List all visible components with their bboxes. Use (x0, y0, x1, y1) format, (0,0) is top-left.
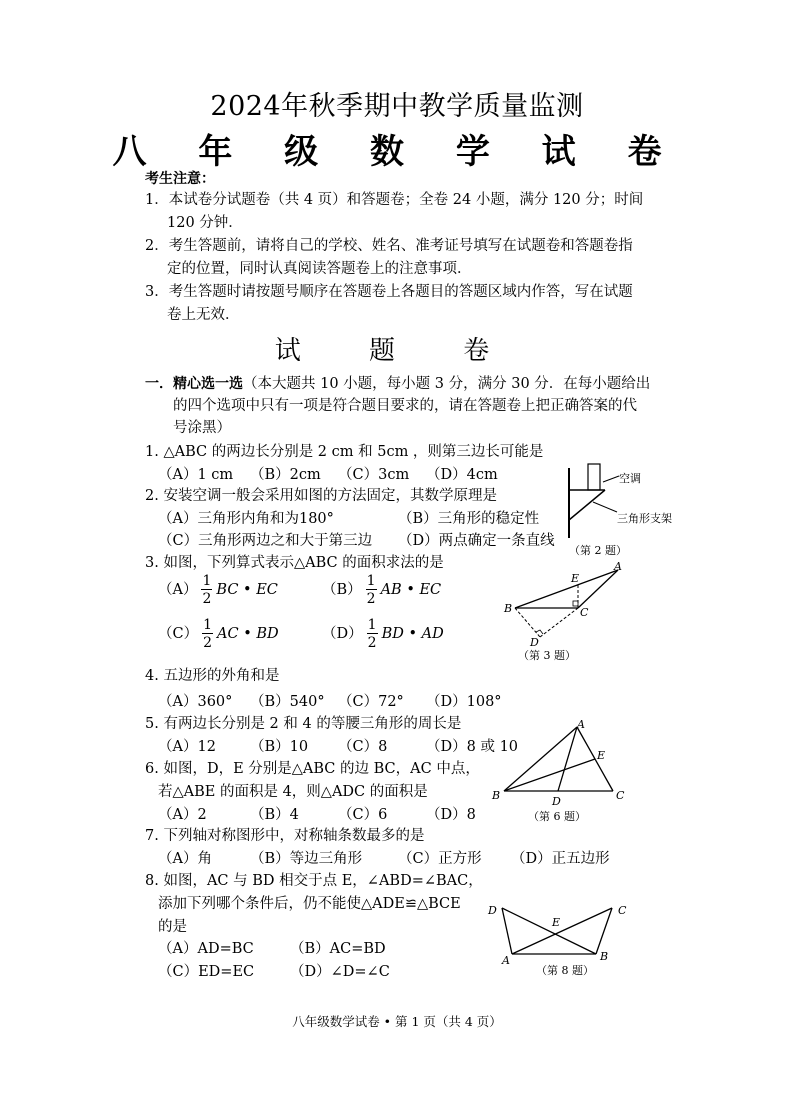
q3-option-a (158, 574, 278, 606)
q3-caption: （第 3 题） (518, 649, 576, 662)
notice-item-3-line1: 3．考生答题时请按题号顺序在答题卷上各题目的答题区域内作答，写在试题 (145, 284, 633, 300)
segment-DA (502, 908, 512, 954)
q7-stem: 7. 下列轴对称图形中，对称轴条数最多的是 (145, 828, 425, 844)
q6-figure (488, 716, 638, 826)
q4-stem: 4. 五边形的外角和是 (145, 668, 280, 684)
q2-caption: （第 2 题） (569, 544, 627, 557)
section1-header (145, 372, 650, 393)
q6-option-a: （A）2 (158, 807, 207, 823)
point-A: A (614, 560, 622, 573)
segment-AC (512, 908, 612, 954)
q6-caption: （第 6 题） (528, 810, 586, 823)
q8-option-a: （A）AD=BC (158, 941, 254, 957)
q6-option-d: （D）8 (426, 807, 476, 823)
section1-desc1: （本大题共 10 小题，每小题 3 分，满分 30 分．在每小题给出 (243, 376, 651, 392)
fraction-numerator: 1 (203, 617, 213, 633)
q5-option-c: （C）8 (338, 739, 388, 755)
q8-stem-line2: 添加下列哪个条件后，仍不能使△ADE≌△BCE (158, 896, 461, 912)
fraction-denominator: 2 (203, 635, 213, 651)
fraction-denominator: 2 (366, 591, 376, 607)
q3-option-b-letter: （B） (322, 582, 362, 598)
q2-option-d: （D）两点确定一条直线 (398, 533, 555, 549)
point-D: D (530, 636, 539, 649)
q2-figure (555, 460, 675, 560)
half-fraction (366, 574, 377, 606)
q6-option-c: （C）6 (338, 807, 388, 823)
q3-option-a-expr: BC • EC (216, 582, 278, 598)
q4-option-d: （D）108° (426, 694, 502, 710)
section1-desc3: 号涂黑） (173, 420, 231, 436)
fraction-numerator: 1 (367, 617, 377, 633)
label-pointer-2 (593, 502, 617, 512)
half-fraction (202, 618, 213, 650)
segment-AD (558, 727, 577, 791)
q6-stem-line1: 6. 如图，D，E 分别是△ABC 的边 BC，AC 中点， (145, 761, 480, 777)
q3-option-d-letter: （D） (322, 626, 363, 642)
q4-option-a: （A）360° (158, 694, 233, 710)
q3-option-b (322, 574, 441, 606)
segment-BE (504, 759, 595, 791)
point-D: D (552, 795, 561, 808)
q3-option-d (322, 618, 444, 650)
segment-DB (502, 908, 596, 954)
q1-option-a: （A）1 cm (158, 467, 234, 483)
fraction-numerator: 1 (366, 573, 376, 589)
notice-item-3-line2: 卷上无效． (167, 307, 240, 323)
point-C: C (580, 606, 589, 619)
section1-label: 一．精心选一选 (145, 376, 243, 392)
point-B: B (600, 950, 609, 963)
fraction-denominator: 2 (202, 591, 212, 607)
q5-stem: 5. 有两边长分别是 2 和 4 的等腰三角形的周长是 (145, 716, 462, 732)
half-fraction (201, 574, 212, 606)
notice-item-1-line2: 120 分钟． (167, 215, 243, 231)
q8-stem-line1: 8. 如图，AC 与 BD 相交于点 E，∠ABD=∠BAC， (145, 873, 483, 889)
section1-desc2: 的四个选项中只有一项是符合题目要求的，请在答题卷上把正确答案的代 (173, 398, 637, 414)
q3-figure (498, 560, 638, 665)
q8-caption: （第 8 题） (536, 964, 594, 977)
segment-BD (515, 608, 540, 637)
point-E: E (552, 916, 561, 929)
q6-option-b: （B）4 (250, 807, 299, 823)
segment-DC (540, 608, 578, 637)
point-C: C (616, 789, 625, 802)
q2-option-a: （A）三角形内角和为180° (158, 511, 334, 527)
page-footer: 八年级数学试卷 • 第 1 页（共 4 页） (292, 1014, 502, 1029)
notice-item-2-line2: 定的位置，同时认真阅读答题卷上的注意事项． (167, 261, 472, 277)
point-A: A (577, 718, 585, 731)
half-fraction (367, 618, 378, 650)
q6-stem-line2: 若△ABE 的面积是 4，则△ADC 的面积是 (158, 784, 428, 800)
q1-option-d: （D）4cm (426, 467, 498, 483)
q8-option-d: （D）∠D=∠C (290, 964, 390, 980)
q3-option-b-expr: AB • EC (380, 582, 442, 598)
right-angle-E (573, 601, 578, 606)
q2-label-ac: 空调 (619, 472, 641, 485)
q5-option-d: （D）8 或 10 (426, 739, 519, 755)
q3-option-d-expr: BD • AD (381, 626, 444, 642)
q2-option-c: （C）三角形两边之和大于第三边 (158, 533, 373, 549)
point-C: C (618, 904, 627, 917)
q5-option-b: （B）10 (250, 739, 309, 755)
notice-item-1-line1: 1．本试卷分试题卷（共 4 页）和答题卷；全卷 24 小题，满分 120 分；时间 (145, 192, 644, 208)
section-title: 试 题 卷 (274, 336, 520, 366)
q5-option-a: （A）12 (158, 739, 216, 755)
q7-option-b: （B）等边三角形 (250, 851, 363, 867)
exam-subtitle: 八 年 级 数 学 试 卷 (112, 132, 682, 172)
q4-option-b: （B）540° (250, 694, 325, 710)
q7-option-d: （D）正五边形 (511, 851, 610, 867)
segment-BA (515, 570, 618, 608)
q2-option-b: （B）三角形的稳定性 (398, 511, 540, 527)
q7-option-a: （A）角 (158, 851, 212, 867)
q7-option-c: （C）正方形 (398, 851, 482, 867)
q8-option-b: （B）AC=BD (290, 941, 386, 957)
exam-title: 2024年秋季期中教学质量监测 (210, 91, 584, 122)
q3-option-a-letter: （A） (158, 582, 198, 598)
q2-label-bracket: 三角形支架 (617, 512, 672, 525)
air-conditioner-shape (588, 464, 600, 490)
label-pointer-1 (603, 476, 619, 482)
q3-option-c-letter: （C） (158, 626, 199, 642)
point-A: A (502, 954, 510, 967)
right-angle-D (536, 630, 543, 634)
q1-option-c: （C）3cm (338, 467, 410, 483)
q8-stem-line3: 的是 (158, 919, 187, 935)
q8-option-c: （C）ED=EC (158, 964, 255, 980)
point-E: E (571, 572, 580, 585)
q2-stem: 2. 安装空调一般会采用如图的方法固定，其数学原理是 (145, 488, 497, 504)
point-D: D (488, 904, 497, 917)
fraction-denominator: 2 (367, 635, 377, 651)
notice-item-2-line1: 2．考生答题前，请将自己的学校、姓名、准考证号填写在试题卷和答题卷指 (145, 238, 633, 254)
point-E: E (597, 749, 606, 762)
q8-figure (482, 898, 642, 982)
q3-option-c (158, 618, 279, 650)
segment-BA (504, 727, 577, 791)
q1-stem: 1. △ABC 的两边长分别是 2 cm 和 5cm ，则第三边长可能是 (145, 444, 544, 460)
point-B: B (492, 789, 501, 802)
q3-option-c-expr: AC • BD (217, 626, 279, 642)
q4-option-c: （C）72° (338, 694, 404, 710)
q3-stem: 3. 如图，下列算式表示△ABC 的面积求法的是 (145, 555, 444, 571)
fraction-numerator: 1 (202, 573, 212, 589)
point-B: B (504, 602, 513, 615)
segment-CA (578, 570, 618, 608)
notice-heading: 考生注意： (145, 171, 215, 187)
q1-option-b: （B）2cm (250, 467, 321, 483)
